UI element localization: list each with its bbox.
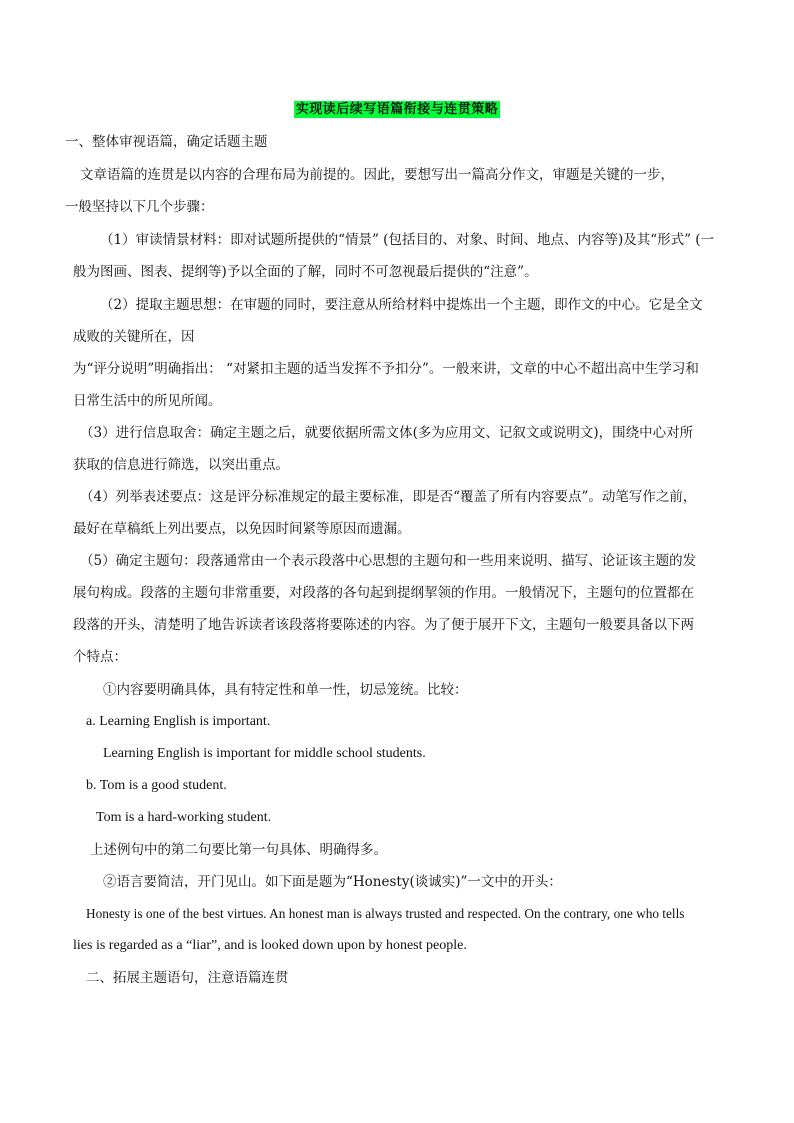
step1-line: 般为图画、图表、提纲等)予以全面的了解，同时不可忽视最后提供的“注意”。	[73, 264, 538, 280]
step5-line: 展句构成。段落的主题句非常重要，对段落的各句起到提纲挈领的作用。一般情况下，主题句的位置都在	[73, 585, 694, 601]
step2-line: 日常生活中的所见所闻。	[73, 393, 222, 409]
section-heading-1: 一、整体审视语篇，确定话题主题	[65, 134, 268, 150]
step5-line: 个特点：	[73, 649, 127, 665]
step2-line: 为“评分说明”明确指出： “对紧扣主题的适当发挥不予扣分”。一般来讲，文章的中心不超出高中生学习和	[73, 361, 699, 377]
example-a-sentence-2: Learning English is important for middle school students.	[103, 746, 426, 761]
step5-line: （5）确定主题句：段落通常由一个表示段落中心思想的主题句和一些用来说明、描写、论证该主题的发	[80, 553, 697, 569]
honesty-example-line: Honesty is one of the best virtues. An honest man is always trusted and respected. On the contrary, one who tells	[86, 906, 685, 921]
step3-line: 获取的信息进行筛选，以突出重点。	[73, 457, 289, 473]
step3-line: （3）进行信息取舍：确定主题之后，就要依据所需文体(多为应用文、记叙文或说明文)，围绕中心对所	[80, 425, 694, 441]
step4-line: （4）列举表述要点：这是评分标准规定的最主要标准，即是否“覆盖了所有内容要点”。动笔写作之前，	[80, 489, 697, 505]
document-title	[0, 101, 794, 119]
example-a-sentence-1: a. Learning English is important.	[86, 714, 271, 729]
step2-line: （2）提取主题思想：在审题的同时，要注意从所给材料中提炼出一个主题，即作文的中心。它是全文	[100, 297, 703, 313]
intro-paragraph-line: 文章语篇的连贯是以内容的合理布局为前提的。因此，要想写出一篇高分作文，审题是关键的一步，	[80, 167, 674, 183]
example-b-sentence-1: b. Tom is a good student.	[86, 778, 227, 793]
step1-line: （1）审读情景材料：即对试题所提供的“情景” (包括目的、对象、时间、地点、内容等)及其“形式” (一	[100, 232, 715, 248]
example-b-sentence-2: Tom is a hard-working student.	[96, 810, 272, 825]
point-2: ②语言要简洁，开门见山。如下面是题为“Honesty(谈诚实)”一文中的开头：	[103, 874, 562, 890]
step5-line: 段落的开头，清楚明了地告诉读者该段落将要陈述的内容。为了便于展开下文，主题句一般要具备以下两	[73, 617, 694, 633]
step2-line: 成败的关键所在，因	[73, 329, 195, 345]
honesty-example-line: lies is regarded as a “liar”, and is looked down upon by honest people.	[73, 938, 467, 953]
point-1: ①内容要明确具体，具有特定性和单一性，切忌笼统。比较：	[103, 682, 468, 698]
title-highlight: 实现读后续写语篇衔接与连贯策略	[295, 102, 499, 117]
comparison-note: 上述例句中的第二句要比第一句具体、明确得多。	[90, 842, 387, 858]
section-heading-2: 二、拓展主题语句，注意语篇连贯	[86, 970, 289, 986]
step4-line: 最好在草稿纸上列出要点，以免因时间紧等原因而遗漏。	[73, 521, 411, 537]
intro-paragraph-line: 一般坚持以下几个步骤：	[65, 199, 214, 215]
